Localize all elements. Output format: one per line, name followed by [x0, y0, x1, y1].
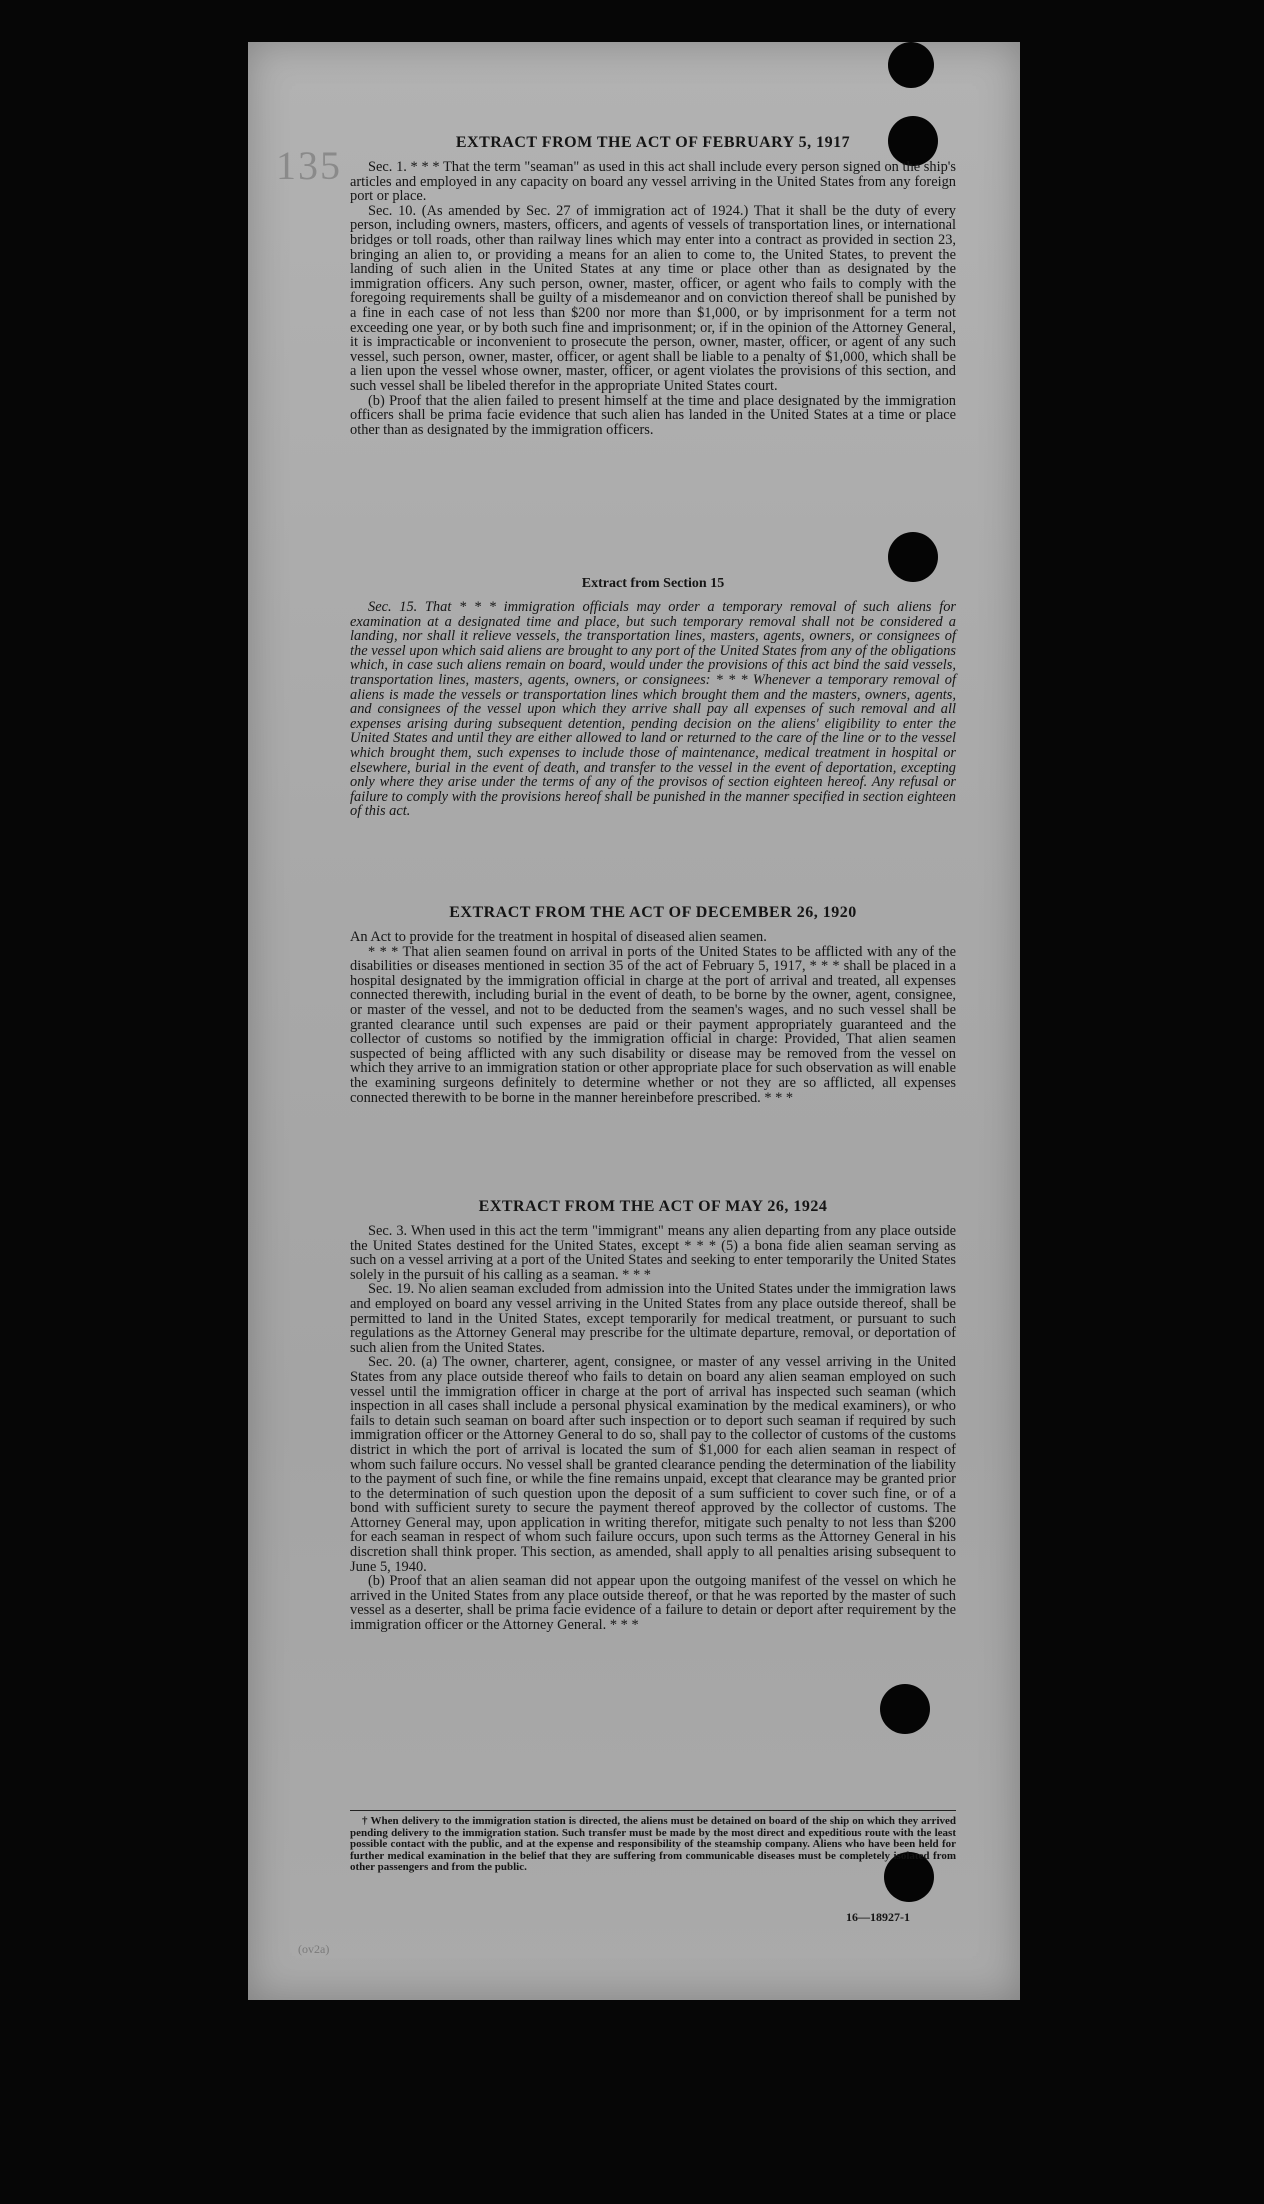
punch-hole-top — [888, 42, 934, 88]
section-act-1920 — [350, 904, 956, 1105]
footnote-text: † When delivery to the immigration station is directed, the aliens must be detained on board of the ship on which they arrived pending delivery to the immigration station. Such transfer must be made by the most direct and expeditious route with the least possible contact with the public, and at the expense and responsibility of the steamship company. Aliens who have been held for further medical examination in the belief that they are suffering from communicable diseases must be completely isolated from other passengers and from the public. — [350, 1815, 956, 1874]
heading-act-1917: EXTRACT FROM THE ACT OF FEBRUARY 5, 1917 — [455, 134, 851, 151]
punch-hole-lower — [880, 1684, 930, 1734]
heading-section-15: Extract from Section 15 — [581, 576, 725, 591]
act-1920-paragraph: * * * That alien seamen found on arrival in ports of the United States to be afflicted with any of the disabilities or diseases mentioned in section 35 of the act of February 5, 1917, * * * shall be placed in a hospital designated by the immigration official in charge at the port of arrival and treated, all expenses connected therewith, including burial in the event of death, to be borne by the owner, agent, consignee, or master of the vessel, and not to be deducted from the seamen's wages, and no such vessel shall be granted clearance until such expenses are paid or their payment appropriately guaranteed and the collector of customs so notified by the immigration official in charge: Provided, That alien seamen suspected of being afflicted with any such disability or disease may be removed from the vessel on which they arrive to an immigration station or other appropriate place for such observation as will enable the examining surgeons definitely to determine whether or not they are so afflicted, all expenses connected therewith to be borne in the manner hereinbefore prescribed. * * * — [350, 943, 956, 1106]
stamped-page-number: 135 — [276, 143, 342, 188]
section-15 — [350, 576, 956, 819]
heading-act-1920: EXTRACT FROM THE ACT OF DECEMBER 26, 1920 — [449, 904, 857, 921]
proof-paragraph: (b) Proof that the alien failed to present himself at the time and place designated by the immigration officers shall be prima facie evidence that such alien has landed in the United States at a time or place other than as designated by the immigration officers. — [350, 392, 956, 438]
sec3-paragraph: Sec. 3. When used in this act the term "immigrant" means any alien departing from any place outside the United States destined for the United States, except * * * (5) a bona fide alien seaman serving as such on a vessel arriving at a port of the United States and seeking to enter temporarily the United States solely in the pursuit of his calling as a seaman. * * * — [350, 1223, 956, 1283]
sec20a-paragraph: Sec. 20. (a) The owner, charterer, agent, consignee, or master of any vessel arriving in the United States from any place outside thereof who fails to detain on board any alien seaman employed on such vessel until the immigration officer in charge at the port of arrival has inspected such seaman (which inspection in all cases shall include a personal physical examination by the medical examiners), or who fails to detain such seaman on board after such inspection or to deport such seaman if required by such immigration officer or the Attorney General to do so, shall pay to the collector of customs of the customs district in which the port of arrival is located the sum of $1,000 for each alien seaman in respect of whom such failure occurs. No vessel shall be granted clearance pending the determination of the liability to the payment of such fine, or while the fine remains unpaid, except that clearance may be granted prior to the determination of such question upon the deposit of a sum sufficient to cover such fine, or of a bond with sufficient surety to secure the payment thereof approved by the collector of customs. The Attorney General may, upon application in writing therefor, mitigate such penalty to not less than $200 for each seaman in respect of whom such failure occurs, upon such terms as the Attorney General in his discretion shall think proper. This section, as amended, shall apply to all penalties arising subsequent to June 5, 1940. — [350, 1354, 956, 1575]
document-page — [248, 42, 1020, 2000]
faint-margin-mark: (ov2a) — [298, 1942, 330, 1956]
form-number: 16—18927-1 — [846, 1910, 910, 1924]
section-act-1924 — [350, 1198, 956, 1633]
sec10-paragraph: Sec. 10. (As amended by Sec. 27 of immigration act of 1924.) That it shall be the duty of every person, including owners, masters, officers, and agents of vessels of transportation lines, or international bridges or toll roads, other than railway lines which may enter into a contract as provided in section 23, bringing an alien to, or providing a means for an alien to come to, the United States, to prevent the landing of such alien in the United States at any time or place other than as designated by the immigration officers. Any such person, owner, master, officer, or agent who fails to comply with the foregoing requirements shall be guilty of a misdemeanor and on conviction thereof shall be punished by a fine in each case of not less than $200 nor more than $1,000, or by imprisonment for a term not exceeding one year, or by both such fine and imprisonment; or, if in the opinion of the Attorney General, it is impracticable or inconvenient to prosecute the person, owner, master, officer, or agent of any such vessel, such person, owner, master, officer, or agent shall be liable to a penalty of $1,000, which shall be a lien upon the vessel whose owner, master, officer, or agent violates the provisions of this section, and such vessel shall be libeled therefor in the appropriate United States court. — [350, 202, 956, 394]
sec20b-paragraph: (b) Proof that an alien seaman did not appear upon the outgoing manifest of the vessel on which he arrived in the United States from any place outside thereof, or that he was reported by the master of such vessel as a deserter, shall be prima facie evidence of a failure to detain or deport after requirement by the immigration officer or the Attorney General. * * * — [350, 1573, 956, 1634]
act-1920-title: An Act to provide for the treatment in hospital of diseased alien seamen. — [350, 929, 767, 945]
sec19-paragraph: Sec. 19. No alien seaman excluded from admission into the United States under the immigration laws and employed on board any vessel arriving in the United States from any place outside thereof, shall be permitted to land in the United States, except temporarily for medical treatment, or pursuant to such regulations as the Attorney General may prescribe for the ultimate departure, removal, or deportation of such alien from the United States. — [350, 1281, 956, 1356]
punch-hole-middle — [888, 532, 938, 582]
section-act-1917 — [350, 134, 956, 437]
footnote-block — [350, 1816, 956, 1874]
sec1-paragraph: Sec. 1. * * * That the term "seaman" as used in this act shall include every person signed on the ship's articles and employed in any capacity on board any vessel arriving in the United States from any foreign port or place. — [350, 159, 956, 205]
heading-act-1924: EXTRACT FROM THE ACT OF MAY 26, 1924 — [478, 1198, 828, 1215]
sec15-paragraph: Sec. 15. That * * * immigration officials may order a temporary removal of such aliens for examination at a designated time and place, but such temporary removal shall not be considered a landing, nor shall it relieve vessels, the transportation lines, masters, agents, owners, or consignees of the vessel upon which said aliens are brought to any port of the United States from any of the obligations which, in case such aliens remain on board, would under the provisions of this act bind the said vessels, transportation lines, masters, agents, owners, or consignees: * * * Whenever a temporary removal of aliens is made the vessels or transportation lines which brought them and the masters, owners, agents, and consignees of the vessel upon which they arrive shall pay all expenses of such removal and all expenses arising during subsequent detention, pending decision on the aliens' eligibility to enter the United States and until they are either allowed to land or returned to the care of the line or to the vessel which brought them, such expenses to include those of maintenance, medical treatment in hospital or elsewhere, burial in the event of death, and transfer to the vessel in the event of deportation, excepting only where they arise under the terms of any of the provisos of section eighteen hereof. Any refusal or failure to comply with the provisions hereof shall be punished in the manner specified in section eighteen of this act. — [350, 599, 956, 820]
footnote-divider — [350, 1810, 956, 1811]
